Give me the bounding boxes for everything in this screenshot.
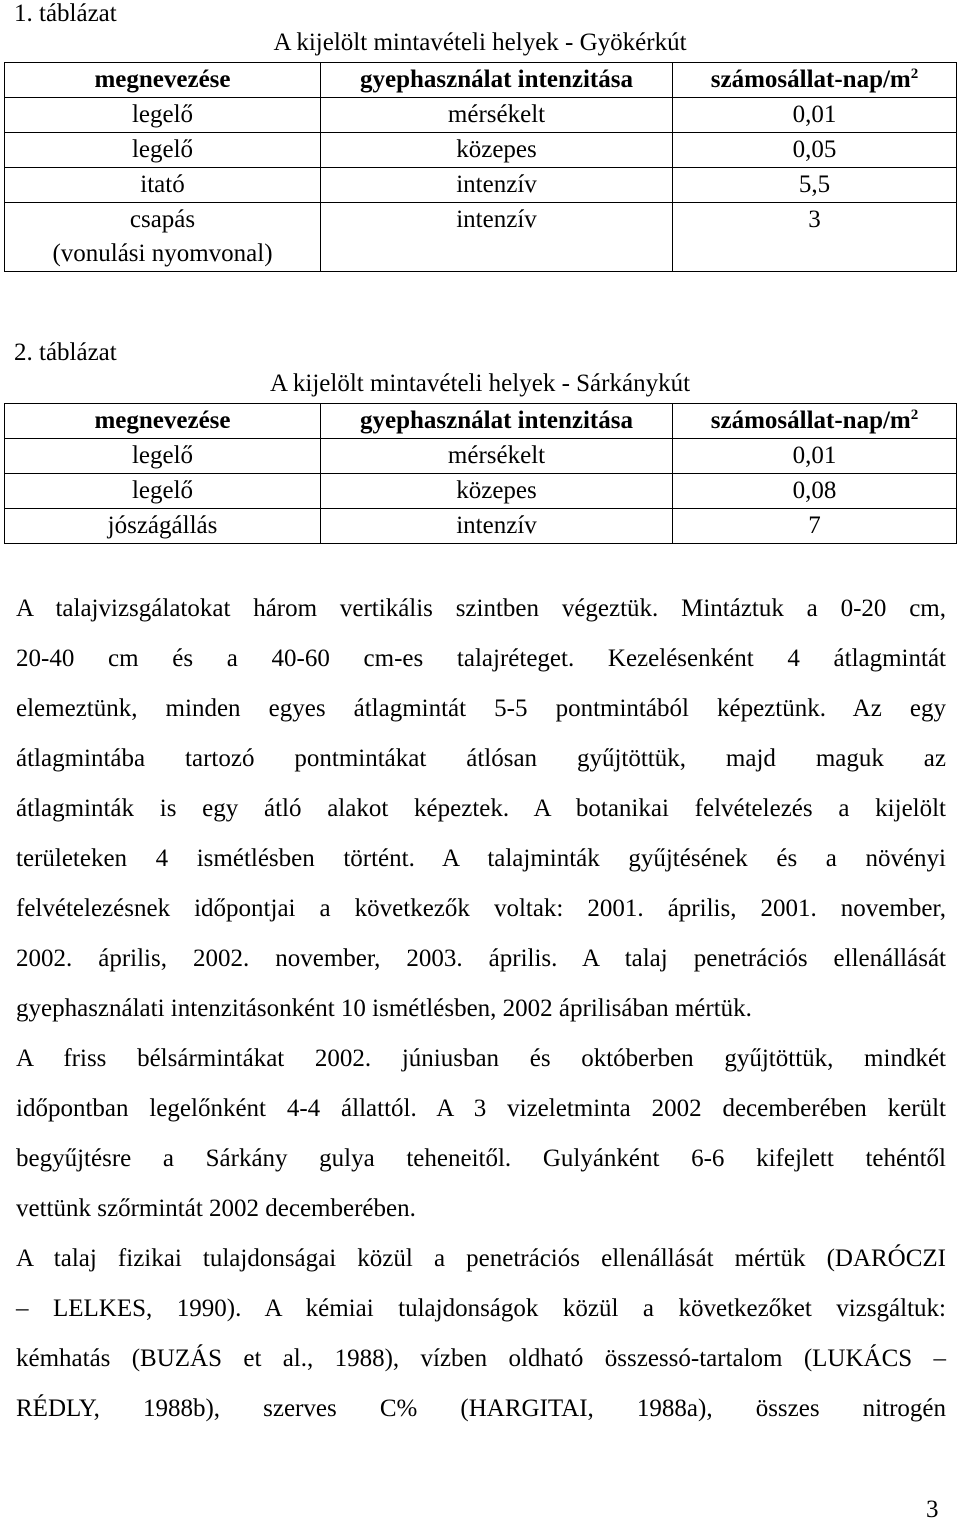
superscript: 2 [910,407,919,423]
table-cell: 0,05 [673,133,957,168]
table1 [4,62,957,272]
table-row [5,168,957,203]
table-cell: 7 [673,509,957,544]
table-cell: 0,01 [673,439,957,474]
header-unit: számosállat-nap/m [710,66,911,93]
table-cell: 0,01 [673,98,957,133]
text-line: gyephasználati intenzitásonként 10 ismétlésben, 2002 áprilisában mértük. [16,995,752,1022]
table-cell: legelő [5,474,321,509]
table2 [4,403,957,544]
text-line: elemeztünk, minden egyes átlagmintát 5-5 pontmintából képeztünk. Az egy [16,695,946,722]
table-row [5,509,957,544]
header-cell: gyephasználat intenzitása [321,404,673,439]
body-text [16,584,946,1434]
table-cell [5,203,321,272]
table-cell: legelő [5,133,321,168]
text-line: vettünk szőrmintát 2002 decemberében. [16,1195,416,1222]
table1-title: A kijelölt mintavételi helyek - Gyökérkút [273,29,687,56]
header-cell [673,404,957,439]
text-line: A talaj fizikai tulajdonságai közül a penetrációs ellenállását mértük (DARÓCZI [16,1245,946,1272]
table-cell: jószágállás [5,509,321,544]
table-cell: közepes [321,133,673,168]
table-cell: legelő [5,439,321,474]
header-unit: számosállat-nap/m [710,407,911,434]
table-row [5,203,957,272]
table-cell: 0,08 [673,474,957,509]
text-line: átlagminták is egy átló alakot képeztek. A botanikai felvételezés a kijelölt [16,795,946,822]
text-line: átlagmintába tartozó pontmintákat átlósan gyűjtöttük, majd maguk az [16,745,946,772]
text-line: A talajvizsgálatokat három vertikális szintben végeztük. Mintáztuk a 0-20 cm, [16,595,946,622]
table-row [5,439,957,474]
superscript: 2 [910,66,919,82]
table-cell: intenzív [321,203,673,272]
table-row [5,133,957,168]
text-line: begyűjtésre a Sárkány gulya teheneitől. Gulyánként 6-6 kifejlett tehéntől [16,1145,946,1172]
text-line: időpontban legelőnként 4-4 állattól. A 3 vizeletminta 2002 decemberében került [16,1095,946,1122]
table-cell: itató [5,168,321,203]
table2-caption: 2. táblázat [14,339,117,366]
page-number: 3 [926,1496,939,1523]
table-cell: intenzív [321,509,673,544]
text-line: területeken 4 ismétlésben történt. A talajminták gyűjtésének és a növényi [16,845,946,872]
table2-title: A kijelölt mintavételi helyek - Sárkánykút [269,370,691,397]
text-line: RÉDLY, 1988b), szerves C% (HARGITAI, 1988a), összes nitrogén [16,1395,946,1422]
text-line: felvételezésnek időpontjai a következők voltak: 2001. április, 2001. november, [16,895,946,922]
table-row [5,474,957,509]
text-line: A friss bélsármintákat 2002. júniusban és októberben gyűjtöttük, mindkét [16,1045,946,1072]
table-cell: 5,5 [673,168,957,203]
table1-caption: 1. táblázat [14,0,117,27]
table-header-row [5,63,957,98]
text-line: 2002. április, 2002. november, 2003. április. A talaj penetrációs ellenállását [16,945,946,972]
table-header-row [5,404,957,439]
header-cell: gyephasználat intenzitása [321,63,673,98]
table-cell: közepes [321,474,673,509]
cell-line: csapás [129,206,196,233]
table-row [5,98,957,133]
table-cell: 3 [673,203,957,272]
header-cell: megnevezése [5,63,321,98]
table-cell: intenzív [321,168,673,203]
table-cell: mérsékelt [321,439,673,474]
header-cell [673,63,957,98]
table-cell: legelő [5,98,321,133]
text-line: 20-40 cm és a 40-60 cm-es talajréteget. Kezelésenként 4 átlagmintát [16,645,946,672]
text-line: kémhatás (BUZÁS et al., 1988), vízben oldható összessó-tartalom (LUKÁCS – [16,1345,946,1372]
table-cell: mérsékelt [321,98,673,133]
header-cell: megnevezése [5,404,321,439]
cell-line: (vonulási nyomvonal) [52,240,273,267]
text-line: – LELKES, 1990). A kémiai tulajdonságok közül a következőket vizsgáltuk: [16,1295,946,1322]
